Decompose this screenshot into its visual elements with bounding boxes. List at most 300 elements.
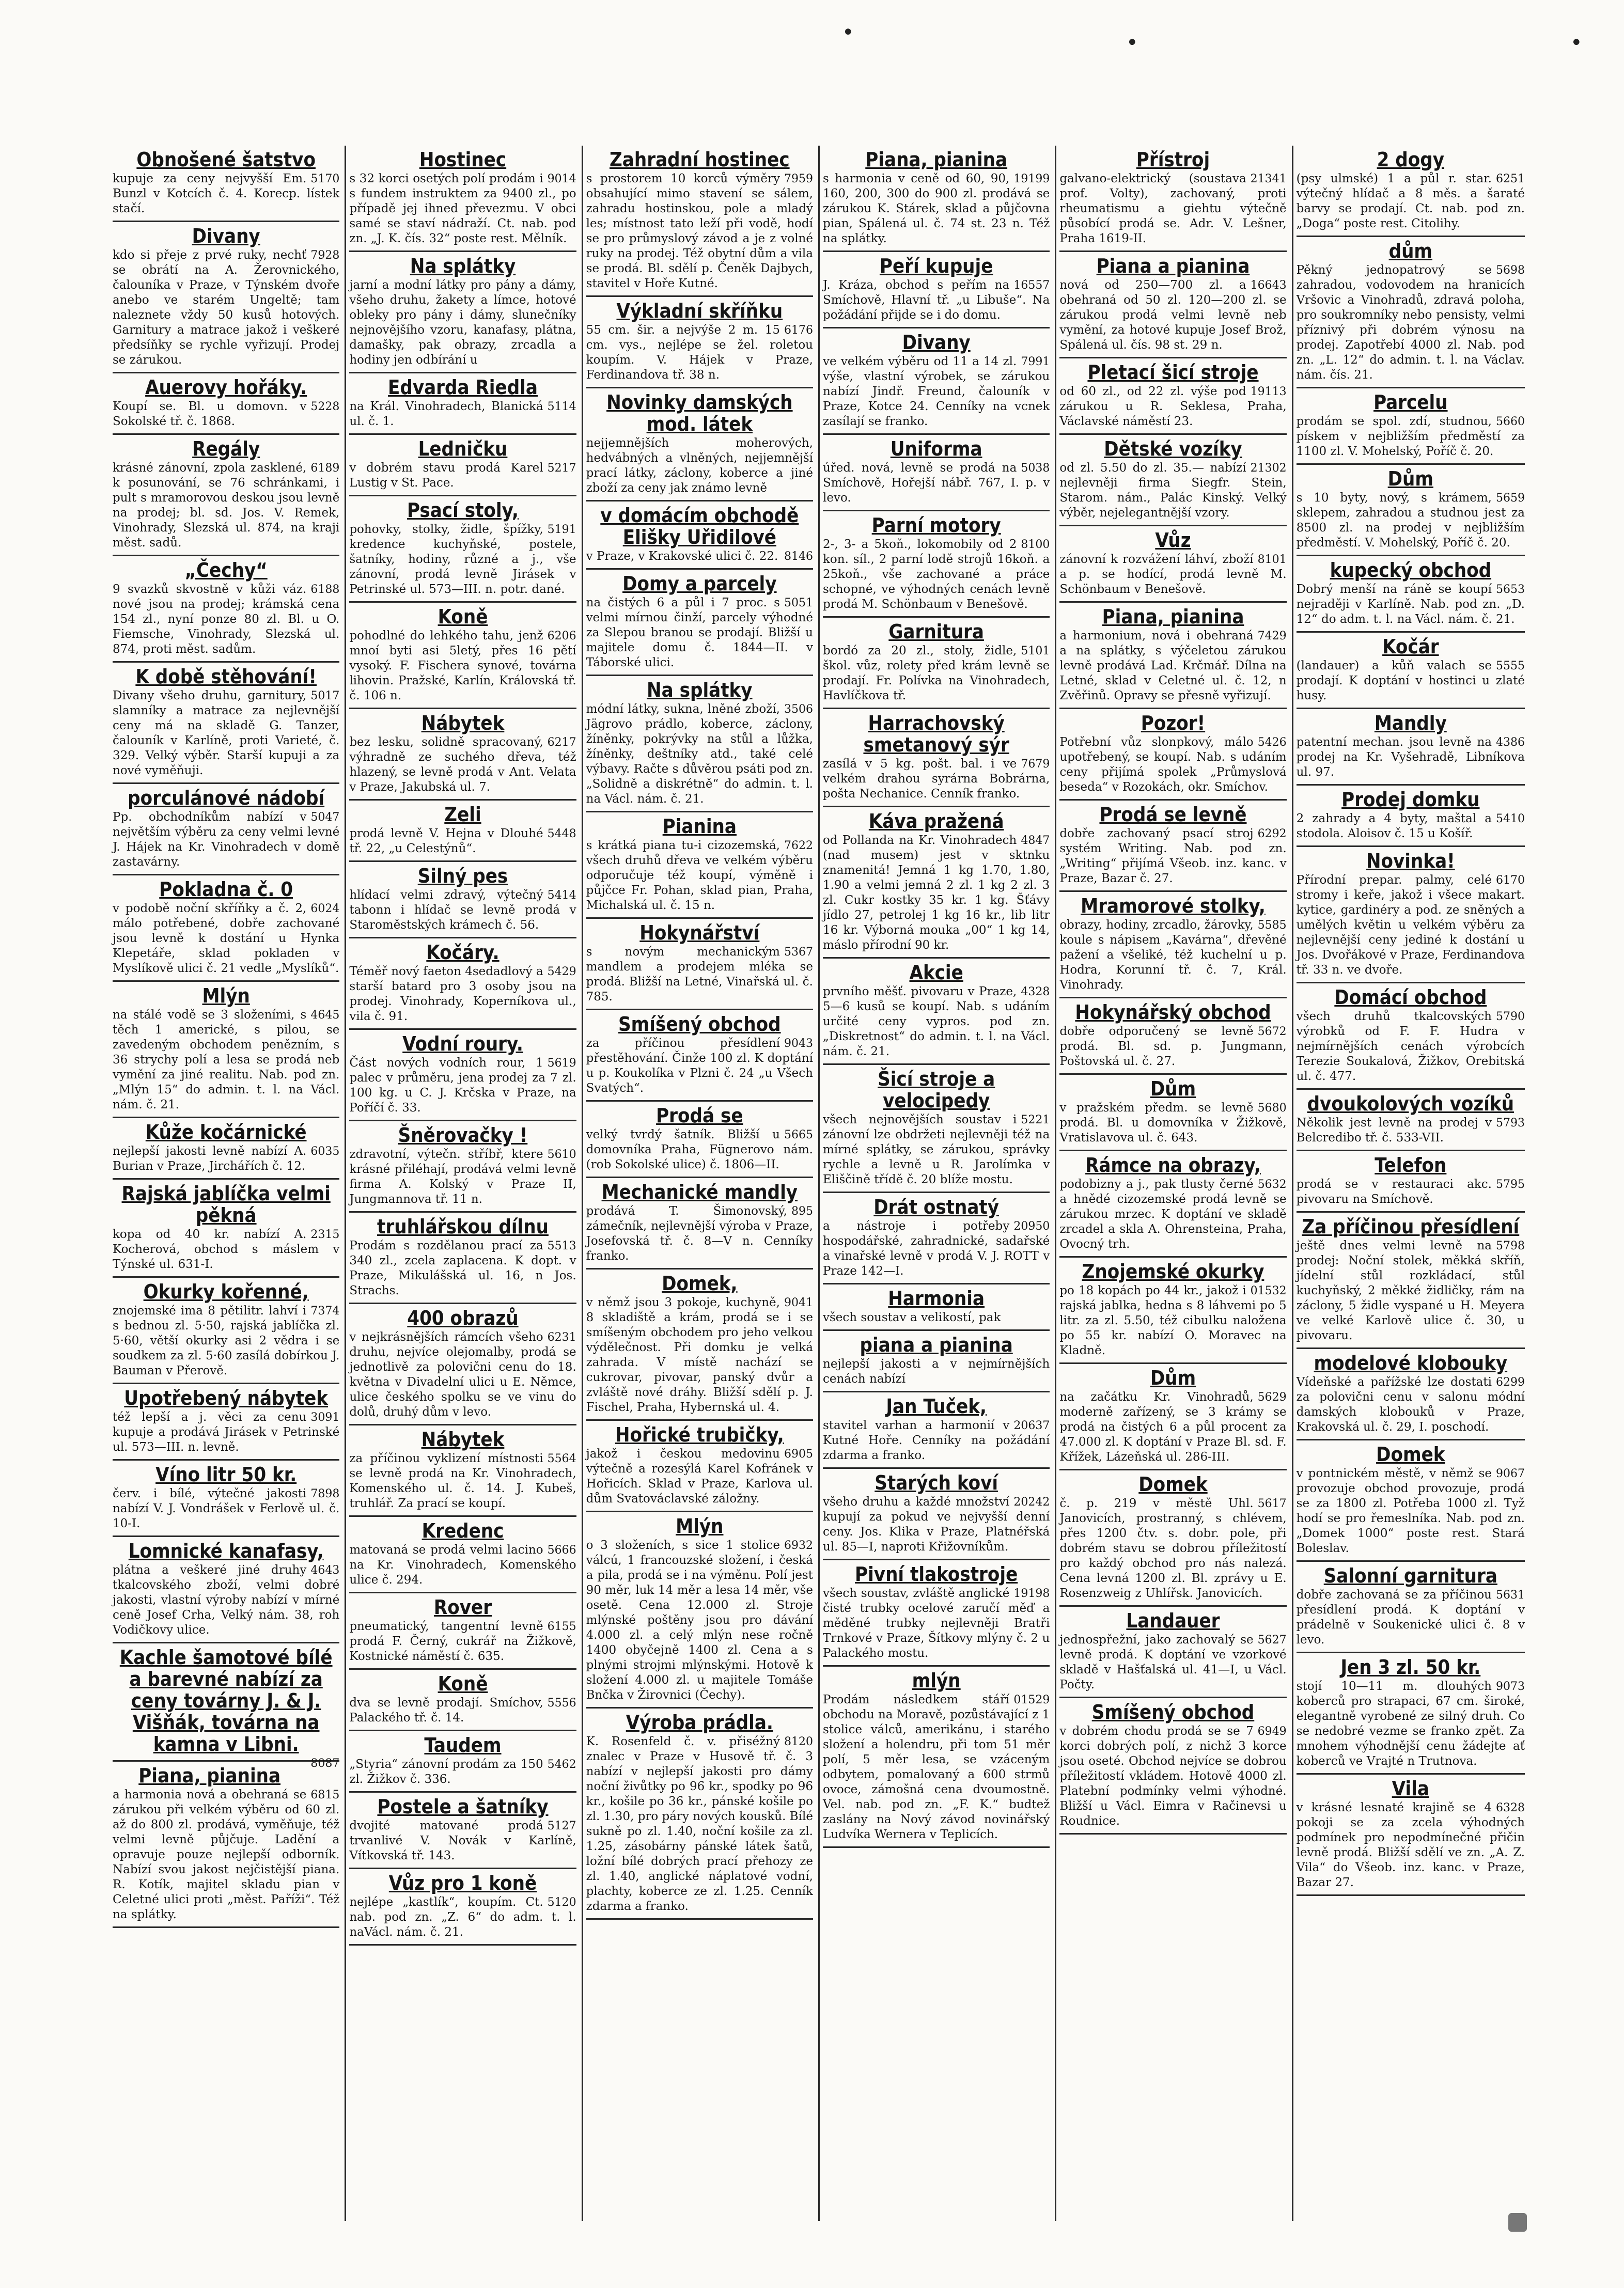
ad-text: 5666 matovaná se prodá velmi lacino na Kr. Vinohradech, Komenského ulice č. 294. bbox=[349, 1543, 576, 1587]
classified-ad bbox=[113, 1762, 339, 1928]
ad-title: piana a pianina bbox=[860, 1334, 1013, 1356]
classified-ad bbox=[1297, 1775, 1525, 1896]
ad-number: 01529 bbox=[1013, 1694, 1050, 1706]
ad-number: 7622 bbox=[784, 839, 813, 852]
classified-ad bbox=[113, 1384, 339, 1461]
ad-text: 6176 55 cm. šir. a nejvýše 2 m. 15 cm. vys., nejlépe se žel. roletou koupím. V. Hájek v Praze, Ferdinandova tř. 38 n. bbox=[586, 323, 813, 382]
ad-text: 5795 prodá se v restauraci akc. pivovaru na Smíchově. bbox=[1296, 1178, 1525, 1206]
classified-ad bbox=[586, 676, 813, 812]
ad-title: Psací stoly, bbox=[407, 499, 519, 522]
classified-ad bbox=[113, 784, 339, 875]
ad-title: Drát ostnatý bbox=[873, 1196, 1000, 1218]
ad-title: Kachle šamotové bílé a barevné nabízí za ceny továrny J. & J. Višňák, továrna na kamna v Libni. bbox=[119, 1646, 333, 1756]
ad-text: 21302 od zl. 5.50 do zl. 35.— nabízí nejlevněji firma Siegfr. Stein, Starom. nám., Palác Kinský. Velký výběr, nejelegantnější vzory. bbox=[1059, 461, 1287, 520]
ad-text: 6292 dobře zachovaný psací stroj systém Writing. Nab. pod zn. „Writing“ přijímá Všeob. inz. kanc. v Praze, Bazar č. 27. bbox=[1059, 827, 1287, 885]
classified-ad bbox=[823, 511, 1050, 618]
ad-title: Hostinec bbox=[419, 148, 507, 171]
ad-title: Kredenc bbox=[421, 1519, 504, 1542]
ad-title: Pivní tlakostroje bbox=[855, 1563, 1018, 1586]
ad-number: 21302 bbox=[1250, 462, 1287, 475]
ad-text: 5585 obrazy, hodiny, zrcadlo, žárovky, koule s nápisem „Kavárna“, dřevěné pažení a všeliké, též kuchelní u p. Hodra, Korunní tř. č. 7, Král. Vinohrady. bbox=[1059, 918, 1287, 992]
ad-title: dvoukolových vozíků bbox=[1307, 1092, 1514, 1115]
ad-title: „Čechy“ bbox=[184, 559, 268, 582]
classified-ad bbox=[113, 875, 339, 982]
ad-title: Dům bbox=[1150, 1367, 1196, 1389]
ad-title: Dům bbox=[1150, 1077, 1196, 1100]
ad-number: 5653 bbox=[1495, 583, 1525, 596]
classified-ad bbox=[586, 919, 813, 1010]
ad-text: 5228 Koupí se. Bl. u domovn. v Sokolské tř. č. 1868. bbox=[113, 400, 340, 428]
ad-title: Divany bbox=[902, 331, 971, 354]
ad-title: Piana, pianina bbox=[138, 1764, 281, 1787]
classified-ad bbox=[586, 388, 813, 502]
ad-text: 5101 bordó za 20 zl., stoly, židle, škol. vůz, rolety před krám levně se prodají. Fr. Polívka na Vinohradech, Havlíčkova tř. bbox=[823, 644, 1050, 702]
ad-title: Víno litr 50 kr. bbox=[155, 1463, 297, 1486]
ad-number: 5120 bbox=[547, 1896, 576, 1909]
ad-title: v domácím obchodě Elišky Uřidilové bbox=[600, 504, 799, 549]
ad-title: Vůz bbox=[1155, 529, 1191, 552]
ad-number: 6905 bbox=[784, 1448, 813, 1461]
ad-text: 9043 za příčinou přesídlení přestěhování. Činže 100 zl. K doptání u p. Koukolíka v Plzni č. 24 „u Všech Svatých“. bbox=[586, 1037, 813, 1095]
classified-ad bbox=[113, 982, 339, 1118]
ad-text: 5632 podobizny a j., pak tlusty černé a hnědé cizozemské prodá levně se zárukou mrzec. K doptání ve skladě zrcadel a skla A. Ohrensteina, Praha, Ovocný trh. bbox=[1059, 1178, 1287, 1251]
classified-ad bbox=[1059, 146, 1286, 252]
ad-title: Novinka! bbox=[1366, 850, 1455, 872]
ad-title: Obnošené šatstvo bbox=[136, 148, 316, 171]
ad-text: 5665 velký tvrdý šatník. Bližší u domovníka Praha, Fügnerovo nám. (rob Sokolské ulice) č. 1806—II. bbox=[586, 1128, 813, 1171]
ad-number: 6292 bbox=[1257, 827, 1287, 840]
ad-number: 5631 bbox=[1495, 1589, 1525, 1602]
classified-ad bbox=[1059, 435, 1286, 526]
ad-title: Nábytek bbox=[421, 712, 505, 734]
classified-ad bbox=[1297, 146, 1525, 237]
ad-title: Peří kupuje bbox=[879, 255, 993, 277]
ad-number: 8120 bbox=[784, 1735, 813, 1748]
ad-number: 5555 bbox=[1495, 660, 1525, 672]
classified-ad bbox=[1059, 1075, 1286, 1151]
classified-ad bbox=[823, 146, 1050, 252]
ad-text: 6949 v dobrém chodu prodá se se 7 korci dobrých polí, z nichž 3 korce jsou oseté. Obchod nejvíce se dobrou příležitostí vkládem. Hotově 4000 zl. Platební podmínky velmi výhodné. Bližší u Václ. Eimra v Račinevsi u Roudnice. bbox=[1059, 1725, 1287, 1828]
ad-text: 5426 Potřební vůz slonpkový, málo upotřebený, se koupí. Nab. s udáním ceny přijímá spolek „Průmyslová beseda“ v Rozokách, okr. Smíchov. bbox=[1059, 735, 1287, 794]
ad-number: 6155 bbox=[547, 1620, 576, 1633]
classified-ad bbox=[113, 373, 339, 435]
ad-text: 5051 na čistých 6 a půl i 7 proc. s velmi mírnou činží, parcely výhodné za Slepou branou se prodají. Bližší u majitele domu č. 1844—II. v Táborské ulici. bbox=[586, 596, 813, 669]
ad-title: Mramorové stolky, bbox=[1081, 895, 1266, 917]
ad-text: 6155 pneumatický, tangentní levně prodá F. Černý, cukrář na Žižkově, Kostnické náměstí č. 635. bbox=[349, 1620, 576, 1663]
ad-text: 4386 patentní mechan. jsou levně na prodej na Kr. Vyšehradě, Libníkova ul. 97. bbox=[1296, 735, 1525, 779]
ad-number: 895 bbox=[791, 1205, 813, 1218]
ad-number: 5627 bbox=[1257, 1634, 1287, 1647]
ad-title: Zahradní hostinec bbox=[610, 148, 790, 171]
ad-number: 2315 bbox=[310, 1228, 340, 1241]
ad-text: všech soustav a velikostí, pak bbox=[823, 1311, 1001, 1324]
ad-number: 9014 bbox=[547, 173, 576, 185]
ad-title: Rámce na obrazy, bbox=[1085, 1154, 1261, 1177]
ad-title: Ledničku bbox=[418, 437, 508, 460]
classified-ad bbox=[1059, 801, 1286, 892]
classified-ad bbox=[349, 603, 576, 709]
ad-number: 6176 bbox=[784, 324, 813, 337]
ad-text: 7622 s krátká piana tu-i cizozemská, všech druhů dřeva ve velkém výběru odporučuje též koupí, výměně i půjčce Fr. Pohan, sklad pian, Praha, Michalská ul. č. 15 n. bbox=[586, 839, 813, 912]
ad-text: 7928 kdo si přeje z prvé ruky, nechť se obrátí na A. Žerovnického, čalouníka v Praze, v Týnském dvoře anebo ve starém Ungeltě; tam naleznete vždy 50 kusů hotových. Garnitury a matrace jakož i veškeré předsíňky se rychle vyřizují. Prodej se zárukou. bbox=[113, 248, 340, 367]
classified-ad bbox=[1297, 709, 1525, 786]
ad-number: 7991 bbox=[1021, 355, 1050, 368]
ad-text: 9073 stojí 10—11 m. dlouhých koberců pro strapaci, 67 cm. široké, elegantně vyrobené ze silný druh. Co se nedobré vezme se franko zpět. Za mnohem výhodnější cenu žádejte ať koberců ve Vrajté n Trutnova. bbox=[1296, 1680, 1525, 1768]
ad-title: modelové klobouky bbox=[1314, 1352, 1508, 1374]
classified-ad bbox=[586, 570, 813, 676]
ad-title: Domek bbox=[1376, 1443, 1445, 1466]
ad-title: Akcie bbox=[909, 961, 963, 984]
ad-text: 01529 Prodám následkem stáří obchodu na Moravě, pozůstávající z 1 stolice válců, amerikánu, i starého složení a holendru, při tom 51 měr polí, 5 měr lesa, se vzáceným odbytem, pomalovaný a 600 strmů ovoce, zámošná cena dvoumostně. Vel. nab. pod zn. „F. K.“ budtež zaslány na Nový závod novinářský Ludvíka Wernera v Teplicích. bbox=[823, 1693, 1050, 1841]
ad-text: 2315 kopa od 40 kr. nabízí A. Kocherová, obchod s máslem v Týnské ul. 631-I. bbox=[113, 1228, 340, 1271]
classified-ad bbox=[349, 1593, 576, 1670]
classified-ad bbox=[1297, 388, 1525, 465]
ad-title: Landauer bbox=[1126, 1609, 1220, 1632]
ad-number: 5228 bbox=[310, 400, 340, 413]
classified-ad bbox=[1059, 1607, 1286, 1698]
classified-ad bbox=[823, 1065, 1050, 1193]
classified-ad bbox=[1297, 1090, 1525, 1151]
ad-title: Salonní garnitura bbox=[1323, 1564, 1497, 1587]
ad-number: 5017 bbox=[310, 689, 340, 702]
classified-ad bbox=[349, 1869, 576, 1946]
ad-title: Kůže kočárnické bbox=[145, 1121, 307, 1143]
classified-ad bbox=[349, 938, 576, 1030]
ad-title: Auerovy hořáky. bbox=[145, 376, 307, 399]
ad-number: 7898 bbox=[310, 1487, 340, 1500]
classified-ad bbox=[1059, 358, 1286, 435]
ad-number: 6932 bbox=[784, 1539, 813, 1552]
ad-title: Domácí obchod bbox=[1334, 986, 1487, 1009]
classified-ad bbox=[586, 502, 813, 570]
ad-text: 6170 Přírodní prepar. palmy, celé stromy i keře, jakož i všece makart. kytice, gardinéry a pod. ze sněných a umělých květin u velkém výběru za nejlevnější ceny jediné k dostání u Jos. Dvořákové v Praze, Ferdinandova tř. 33 n. ve dvoře. bbox=[1296, 873, 1525, 977]
ad-title: Domek bbox=[1138, 1473, 1208, 1496]
ad-text: 5429 Téměř nový faeton 4sedadlový a starší batard pro 3 osoby jsou na prodej. Vinohrady, Koperníkova ul., vila č. 91. bbox=[349, 965, 576, 1023]
ad-title: Pianina bbox=[662, 815, 737, 838]
ad-text: 6815 a harmonia nová a obehraná se zárukou při velkém výběru od 60 zl. až do 800 zl. prodává, vyměňuje, též velmi levně půjčuje. Ladění a opravuje pouze nejlepší odborník. Nabízí svou jakost nejčistější piana. R. Kotík, majitel skladu pian v Celetné ulici proti „měst. Paříži“. Též na splátky. bbox=[113, 1788, 340, 1921]
ad-text: 5170 kupuje za ceny nejvyšší Em. Bunzl v Kotcích č. 4. Korесp. lístek stačí. bbox=[113, 172, 340, 215]
ad-text: 5217 v dobrém stavu prodá Karel Lustig v St. Pace. bbox=[349, 461, 576, 490]
ad-number: 21341 bbox=[1250, 173, 1287, 185]
classified-ad bbox=[823, 1331, 1050, 1392]
ad-title: truhlářskou dílnu bbox=[377, 1215, 549, 1238]
classified-ad bbox=[1297, 1440, 1525, 1562]
ad-text: 5698 Pěkný jednopatrový se zahradou, vodovodem na hranicích Vršovic a Vinohradů, zdravá poloha, pro soukromníky nebo pensisty, velmi příznivý při dobrém výnosu na prodej. Zapotřebí 4000 zl. Nab. pod zn. „L. 12“ do admin. t. l. na Václav. nám. čís. 21. bbox=[1296, 263, 1525, 382]
classified-ad bbox=[823, 1667, 1050, 1848]
classified-ad bbox=[1059, 1364, 1286, 1470]
classified-ad bbox=[1297, 847, 1525, 983]
classified-ad bbox=[349, 1517, 576, 1593]
ad-text: 5462 „Styria“ zánovní prodám za 150 zl. Žižkov č. 336. bbox=[349, 1758, 576, 1786]
ad-text: 20637 stavitel varhan a harmonií v Kutné Hoře. Cenníky na požádání zdarma a franko. bbox=[823, 1419, 1050, 1462]
classified-ad bbox=[586, 1102, 813, 1178]
classified-ad bbox=[1059, 1258, 1286, 1364]
classified-ad bbox=[113, 435, 339, 556]
classified-ad bbox=[823, 1284, 1050, 1331]
ad-column bbox=[1056, 146, 1293, 2221]
ad-text: 5017 Divany všeho druhu, garnitury, slamníky a matrace za nejlevnější ceny má na skladě G. Tanzer, čalouník v Karlíně, proti Varieté, č. 329. Velký výběr. Starší kupuji a za nové vyměňuji. bbox=[113, 689, 340, 777]
classified-ad bbox=[1297, 1151, 1525, 1213]
ad-number: 5793 bbox=[1495, 1117, 1525, 1130]
ad-text: 5367 s novým mechanickým mandlem a prodejem mléka se prodá. Bližší na Letné, Vinařská ul. č. 785. bbox=[586, 945, 813, 1004]
ad-number: 6170 bbox=[1495, 874, 1525, 887]
ad-text: 5631 dobře zachovaná se za příčinou přesídlení prodá. K doptání v prádelně v Soukenické ulici č. 8 v levo. bbox=[1296, 1588, 1525, 1647]
ad-title: Hokynářský obchod bbox=[1075, 1001, 1271, 1024]
ad-number: 6328 bbox=[1495, 1801, 1525, 1814]
ad-title: Piana, pianina bbox=[1102, 605, 1244, 628]
ad-number: 6188 bbox=[310, 583, 340, 596]
ad-title: dům bbox=[1388, 240, 1433, 262]
classified-ad bbox=[113, 1278, 339, 1384]
classified-ad bbox=[1297, 1562, 1525, 1653]
classified-ad bbox=[1297, 556, 1525, 633]
ad-text: 8146 v Praze, v Krakovské ulici č. 22. bbox=[586, 550, 813, 563]
classified-ad bbox=[349, 1030, 576, 1121]
ad-title: Starých koví bbox=[875, 1471, 998, 1494]
ad-number: 5556 bbox=[547, 1697, 576, 1710]
ad-number: 5629 bbox=[1257, 1391, 1287, 1404]
classified-ad bbox=[586, 1709, 813, 1920]
classified-ad bbox=[823, 252, 1050, 328]
ad-title: Nábytek bbox=[421, 1428, 505, 1451]
ad-number: 4386 bbox=[1495, 736, 1525, 749]
ad-number: 5101 bbox=[1021, 645, 1050, 657]
ad-title: Prodá se levně bbox=[1099, 803, 1247, 826]
ad-number: 5619 bbox=[547, 1057, 576, 1070]
ad-text: 6035 nejlepší jakosti levně nabízí A. Burian v Praze, Jirchářích č. 12. bbox=[113, 1145, 340, 1173]
ad-number: 5217 bbox=[547, 462, 576, 475]
ad-text: 5659 s 10 byty, nový, s krámem, sklepem, zahradou a studnou jest za 8500 zl. na prodej v nejbližším předměstí. V. Mohelský, Poříč č. 20. bbox=[1296, 491, 1525, 550]
classified-ad bbox=[823, 1392, 1050, 1469]
ad-number: 9041 bbox=[784, 1296, 813, 1309]
ad-number: 5585 bbox=[1257, 919, 1287, 932]
ad-number: 5798 bbox=[1495, 1240, 1525, 1252]
ad-number: 5632 bbox=[1257, 1178, 1287, 1191]
ad-number: 20242 bbox=[1013, 1496, 1050, 1509]
ad-text: 5617 č. p. 219 v městě Uhl. Janovicích, prostranný, s chlévem, přes 1200 čtv. s. dobr. pole, při dobrém stavu se dobrou příležitostí pro každý obchod pro nás nalezá. Cena levná 1200 zl. Bl. zprávy u E. Rosenzweig z Uhlířsk. Janovicích. bbox=[1059, 1497, 1287, 1600]
ad-title: Prodá se bbox=[656, 1104, 743, 1127]
ad-number: 6949 bbox=[1257, 1725, 1287, 1738]
ad-text: 5127 dvojité matované prodá trvanlivé V. Novák v Karlíně, Vítkovská tř. 143. bbox=[349, 1819, 576, 1862]
ad-text: 5410 2 zahrady a 4 byty, maštal a stodola. Aloisov č. 15 u Košíř. bbox=[1296, 812, 1525, 840]
ad-text: 4643 plátna a veškeré jiné druhy tkalcovského zboží, velmi dobré jakosti, vlastní výroby nabízí v mírné ceně Josef Crha, Velký nám. 38, roh Vodičkovy ulice. bbox=[113, 1563, 340, 1637]
classified-ad bbox=[823, 618, 1050, 709]
ad-number: 7928 bbox=[310, 249, 340, 262]
ad-text: 5564 za příčinou vyklizení místnosti se levně prodá na Kr. Vinohradech, Komenského ul. č. 14. J. Kubeš, truhlář. Za prací se koupí. bbox=[349, 1452, 576, 1510]
ad-title: Mlýn bbox=[202, 984, 250, 1007]
ad-number: 3506 bbox=[784, 703, 813, 716]
classified-ad bbox=[1059, 1470, 1286, 1607]
ad-number: 6189 bbox=[310, 462, 340, 475]
ad-title: 400 obrazů bbox=[407, 1307, 519, 1329]
ad-number: 16643 bbox=[1250, 279, 1287, 292]
ad-text: 6217 bez lesku, solidně spracovaný, výhradně ze suchého dřeva, též hlazený, se levně prodá v Ant. Velata v Praze, Jakubská ul. 7. bbox=[349, 735, 576, 794]
classified-ad bbox=[586, 1421, 813, 1512]
classified-ad bbox=[823, 807, 1050, 959]
ad-text: 20950 a nástroje i potřeby hospodářské, zahradnické, sadařské a vinařské levně v prodá V. J. ROTT v Praze 142—I. bbox=[823, 1219, 1050, 1278]
ad-title: Šicí stroje a velocipedy bbox=[878, 1068, 995, 1112]
top-mark: • bbox=[842, 21, 854, 44]
ad-text: 5114 na Král. Vinohradech, Blanická ul. č. 1. bbox=[349, 400, 576, 428]
ad-text: 7991 ve velkém výběru od 11 a 14 zl. výše, vlastní výrobek, se zárukou nabízí Jindř. Freund, čalouník v Praze, Kotce 24. Cenníky na vcnek zasílají se franko. bbox=[823, 355, 1050, 428]
ad-text: 6188 9 svazků skvostně v kůži váz. nové jsou na prodej; krámská cena 154 zl., nyní ponze 80 zl. Bl. u O. Fiemsche, Vinohrady, Slezská ul. 874, proti měst. sadům. bbox=[113, 583, 340, 656]
ad-number: 5672 bbox=[1257, 1025, 1287, 1038]
top-mark: • bbox=[1570, 31, 1583, 55]
ad-title: Rover bbox=[433, 1596, 492, 1619]
ad-text: 4645 na stálé vodě se 3 složeními, s těch 1 americké, s pilou, se zavedeným obchodem penězním, s 36 strychy polí a lesa se prodá neb vymění za jiné realitu. Nab. pod zn. „Mlýn 15“ do admin. t. l. na Václ. nám. č. 21. bbox=[113, 1008, 340, 1111]
ad-title: Pletací šicí stroje bbox=[1087, 361, 1259, 384]
classified-ad bbox=[113, 663, 339, 784]
ad-title: Zeli bbox=[444, 803, 481, 826]
ad-text: 7959 s prostorem 10 korců výměry obsahující mimo stavení se sálem, zahradu hostinskou, pole a mladý les; místnost tato leží při vodě, hodí se pro průmyslový závod a je z volné ruky na prodej. Též obytní dům a vila se prodá. Bl. sdělí p. Čeněk Dajbych, stavitel v Hoře Kutné. bbox=[586, 172, 813, 290]
classified-ad bbox=[349, 1793, 576, 1869]
ad-title: Dům bbox=[1387, 467, 1433, 490]
ad-number: 9073 bbox=[1495, 1680, 1525, 1693]
ad-text: 6328 v krásné lesnaté krajině se 4 pokoji se za zcela výhodných podmínek pro nepodmínečné přičin levně prodá. Bližší sdělí ve zn. „A. Z. Vila“ do Všeob. inz. kanc. v Praze, Bazar 27. bbox=[1296, 1801, 1525, 1889]
ad-title: Na splátky bbox=[647, 679, 753, 701]
ad-title: Výkladní skříňku bbox=[616, 300, 783, 322]
ad-number: 7374 bbox=[310, 1305, 340, 1318]
ad-number: 8146 bbox=[784, 550, 813, 563]
classified-ad bbox=[113, 1461, 339, 1537]
classified-ad bbox=[113, 222, 339, 373]
classified-ad bbox=[823, 1560, 1050, 1667]
ad-number: 9067 bbox=[1495, 1467, 1525, 1480]
classified-ad bbox=[1297, 1349, 1525, 1440]
classified-ad bbox=[823, 435, 1050, 511]
ad-number: 5414 bbox=[547, 889, 576, 902]
ad-title: Garnitura bbox=[888, 620, 984, 643]
ad-text: 5513 Prodám s rozdělanou prací za 340 zl., zcela zaplacena. K dopt. v Praze, Mikulášská ul. 16, n Jos. Strachs. bbox=[349, 1239, 576, 1297]
classified-ad bbox=[349, 1213, 576, 1304]
ad-text: 5610 zdravotní, výtečn. stříbř, ktere krásné přiléhají, prodává velmi levně firma A. Kolský v Praze II, Jungmannova tř. 11 n. bbox=[349, 1148, 576, 1206]
ad-number: 4847 bbox=[1021, 834, 1050, 847]
ad-title: mlýn bbox=[912, 1669, 961, 1692]
ad-text: 5672 dobře odporučený se levně prodá. Bl. sd. p. Jungmann, Poštovská ul. č. 27. bbox=[1059, 1025, 1287, 1068]
ad-text: 6206 pohodlné do lehkého tahu, jenž mnoí byti asi 5letý, přes 16 pětí vysoký. F. Fischera synové, továrna lihovin. Pražské, Karlín, Královská tř. č. 106 n. bbox=[349, 629, 576, 702]
ad-title: 2 dogy bbox=[1377, 148, 1445, 171]
ad-title: Regály bbox=[192, 437, 260, 460]
ad-number: 5680 bbox=[1257, 1102, 1287, 1115]
classified-ad bbox=[586, 146, 813, 297]
ad-number: 20637 bbox=[1013, 1419, 1050, 1432]
ad-title: Okurky kořenné, bbox=[143, 1280, 309, 1303]
ad-number: 19113 bbox=[1250, 385, 1287, 398]
ad-number: 7959 bbox=[784, 173, 813, 185]
ad-column bbox=[583, 146, 820, 2221]
ad-text: 5798 ještě dnes velmi levně na prodej: Noční stolek, měkká skříň, jídelní stůl rozkládací, stůl kuchyňský, 2 měkké židličky, rám na záclony, 5 židle vyspané u H. Meyera ve velké Karlově ulice č. 30, u pivovaru. bbox=[1296, 1239, 1525, 1342]
ad-text: 5629 na začátku Kr. Vinohradů, moderně zařízený, se 3 krámy se prodá na čistých 6 a půl procent za 47.000 zl. K doptání v Praze Bl. sd. F. Křížek, Lázeňská ul. 286-III. bbox=[1059, 1390, 1287, 1464]
ad-title: Harrachovský smetanový sýr bbox=[863, 712, 1009, 756]
ad-text: 5221 všech nejnovějších soustav i zánovní lze obdržeti nejlevněji též na mírné splátky, se zárukou, správky rychle a levně u R. Jarolímka v Eliščině třídě č. 20 blíže mostu. bbox=[823, 1113, 1050, 1186]
ad-text: 19198 všech soustav, zvláště anglické čisté trubky ocelové zaručí měď a měděné trubky nejlevněji Bratři Trnkové v Praze, Šítkovy mlýny č. 2 u Palackého mostu. bbox=[823, 1587, 1050, 1660]
classified-ad bbox=[1297, 1653, 1525, 1775]
ad-text: 5619 Část nových vodních rour, 1 palec v průměru, jena prodej za 7 zl. 100 kg. u C. J. Krčska v Praze, na Poříčí č. 33. bbox=[349, 1056, 576, 1115]
ad-text: 19113 od 60 zl., od 22 zl. výše pod zárukou u R. Seklesa, Praha, Václavské náměstí 23. bbox=[1059, 385, 1287, 428]
ad-text: 3091 též lepší a j. věci za cenu kupuje a prodává Jirásek v Petrinské ul. 573—III. n. levně. bbox=[113, 1411, 340, 1454]
ad-text: 5414 hlídací velmi zdravý, výtečný tabonn i hlídač se levně prodá v Staroměstských krámech č. 56. bbox=[349, 888, 576, 932]
ad-number: 7429 bbox=[1257, 630, 1287, 642]
ad-title: Mlýn bbox=[676, 1515, 724, 1538]
classified-ad bbox=[349, 709, 576, 801]
classified-ad bbox=[113, 146, 339, 222]
ad-number: 6299 bbox=[1495, 1376, 1525, 1389]
ad-text: 5120 nejlépe „kastlík“, koupím. Ct. nab. pod zn. „Z. 6“ do adm. t. l. naVácl. nám. č. 21. bbox=[349, 1895, 576, 1939]
ad-title: Harmonia bbox=[888, 1287, 985, 1310]
ad-title: Šněrovačky ! bbox=[398, 1124, 528, 1147]
ad-text: nejlepší jakosti a v nejmírnějších cenách nabízí bbox=[823, 1357, 1050, 1386]
classified-ad bbox=[586, 1512, 813, 1709]
classified-ad bbox=[349, 496, 576, 603]
ad-text: 5790 všech druhů tkalcovských výrobků od F. F. Hudra v nejmírnějších cenách výrobcích Terezie Soukalová, Žižkov, Orebitská ul. č. 477. bbox=[1296, 1010, 1525, 1083]
ad-column bbox=[820, 146, 1056, 2221]
classified-ad bbox=[823, 1469, 1050, 1560]
ad-text: 9014 s 32 korci osetých polí prodám i s fundem instruktem za 9400 zl., po případě jej ihned převezmu. V obci samé se staví nádraží. Ct. nab. pod zn. „J. K. čís. 32“ poste rest. Mělník. bbox=[349, 172, 576, 245]
ad-text: 01532 po 18 kopách po 44 kr., jakož i rajská jablka, hedna s 8 láhvemi po 5 litr. za zl. 5.50, též cibulku naložena po 55 kr. nabízí O. Moravec na Kladně. bbox=[1059, 1284, 1287, 1357]
ad-number: 5790 bbox=[1495, 1010, 1525, 1023]
ad-number: 5047 bbox=[310, 811, 340, 824]
ad-title: Přístroj bbox=[1136, 148, 1210, 171]
ad-title: Smíšený obchod bbox=[618, 1013, 781, 1036]
ad-number: 5564 bbox=[547, 1452, 576, 1465]
ad-title: Upotřebený nábytek bbox=[124, 1387, 329, 1409]
classified-ad bbox=[349, 1731, 576, 1793]
ad-number: 5410 bbox=[1495, 812, 1525, 825]
ad-number: 5698 bbox=[1495, 264, 1525, 277]
ad-title: Koně bbox=[438, 605, 488, 628]
classified-ad bbox=[1059, 252, 1286, 358]
ad-text: 7898 červ. i bílé, výtečné jakosti nabízí V. J. Vondrášek v Ferlově ul. č. 10-I. bbox=[113, 1487, 340, 1530]
ad-text: 6024 v podobě noční skříňky a č. 2, málo potřebené, dobře zachované jsou levně k dostání u Hynka Klepetáře, sklad pokladen v Myslíkově ulici č. 21 vedle „Myslíků“. bbox=[113, 902, 340, 975]
ad-number: 6206 bbox=[547, 630, 576, 642]
ad-text: 4328 prvního měšť. pivovaru v Praze, 5—6 kusů se koupí. Nab. s udáním určité ceny vypros. pod zn. „Diskretnost“ do admin. t. l. na Václ. nám. č. 21. bbox=[823, 985, 1050, 1058]
classified-ad bbox=[823, 1193, 1050, 1284]
ad-number: 5127 bbox=[547, 1820, 576, 1832]
ad-title: Telefon bbox=[1375, 1154, 1447, 1177]
ad-number: 5051 bbox=[784, 597, 813, 609]
ad-number: 16557 bbox=[1013, 279, 1050, 292]
classified-ad bbox=[586, 297, 813, 388]
classified-ad bbox=[349, 862, 576, 938]
ad-number: 9043 bbox=[784, 1037, 813, 1050]
ad-text: 16557 J. Kráza, obchod s peřím na Smíchově, Hlavní tř. „u Libuše“. Na požádání přijde se i do domu. bbox=[823, 278, 1050, 322]
ad-number: 5191 bbox=[547, 523, 576, 536]
classified-ad bbox=[586, 1270, 813, 1421]
ad-text: 7429 a harmonium, nová i obehraná a na splátky, s výčeletou zárukou levně prodává Lad. Krčmář. Dílna na Letné, sklad v Celetné ul. č. 12, n Zvěřinů. Opravy se přesně vyřizují. bbox=[1059, 629, 1287, 702]
classified-ad bbox=[1059, 998, 1286, 1075]
ad-column bbox=[1293, 146, 1530, 2221]
ad-title: Divany bbox=[192, 225, 260, 247]
ad-text: 5653 Dobrý menší na ráně se koupí nejraději v Karlíně. Nab. pod zn. „D. 12“ do adm. t. l. na Václ. nám. č. 21. bbox=[1296, 583, 1525, 626]
ad-text: 5191 pohovky, stolky, židle, špížky, kredence kuchyňské, postele, šatníky, hodiny, různé a j., vše zánovní, prodá levně Jirásek v Petrinské ul. 573—III. n. potr. dané. bbox=[349, 523, 576, 596]
ad-number: 20950 bbox=[1013, 1220, 1050, 1233]
classified-ad bbox=[349, 435, 576, 496]
classified-ad bbox=[1059, 603, 1286, 709]
ad-title: Vůz pro 1 koně bbox=[388, 1872, 537, 1894]
ad-title: Hokynářství bbox=[639, 921, 760, 944]
ad-text: 6299 Vídeňské a pařížské lze dostati za polovični cenu v salonu módní damských klobouků v Praze, Krakovská ul. č. 29, I. poschodí. bbox=[1296, 1375, 1525, 1434]
ad-title: Parní motory bbox=[871, 514, 1001, 537]
ad-title: Koně bbox=[438, 1672, 488, 1695]
ad-number: 5426 bbox=[1257, 736, 1287, 749]
classified-ad bbox=[113, 1643, 340, 1770]
ad-title: Výroba prádla. bbox=[626, 1711, 773, 1734]
ad-number: 6251 bbox=[1495, 173, 1525, 185]
ad-title: Káva pražená bbox=[868, 810, 1004, 833]
ad-text: 895 prodává T. Šimonovský, zámečník, nejlevnější výroba v Praze, Josefovská tř. č. 8—V n. Cenníky franko. bbox=[586, 1204, 813, 1263]
ad-text: 4847 od Pollanda na Kr. Vinohradech (nad musem) jest v sktnku znamenitá! Jemná 1 kg 1.70, 1.80, 1.90 a velmi jemná 2 zl. 1 kg 2 zl. 3 zl. Cukr kostky 35 kr. 1 kg. Šťávy jídlo 27, petrolej 1 kg 16 kr., lib litr 16 kr. Výborná mouka „00“ 1 kg 14, máslo přírodní 90 kr. bbox=[823, 834, 1050, 952]
ad-number: 19198 bbox=[1013, 1587, 1050, 1600]
